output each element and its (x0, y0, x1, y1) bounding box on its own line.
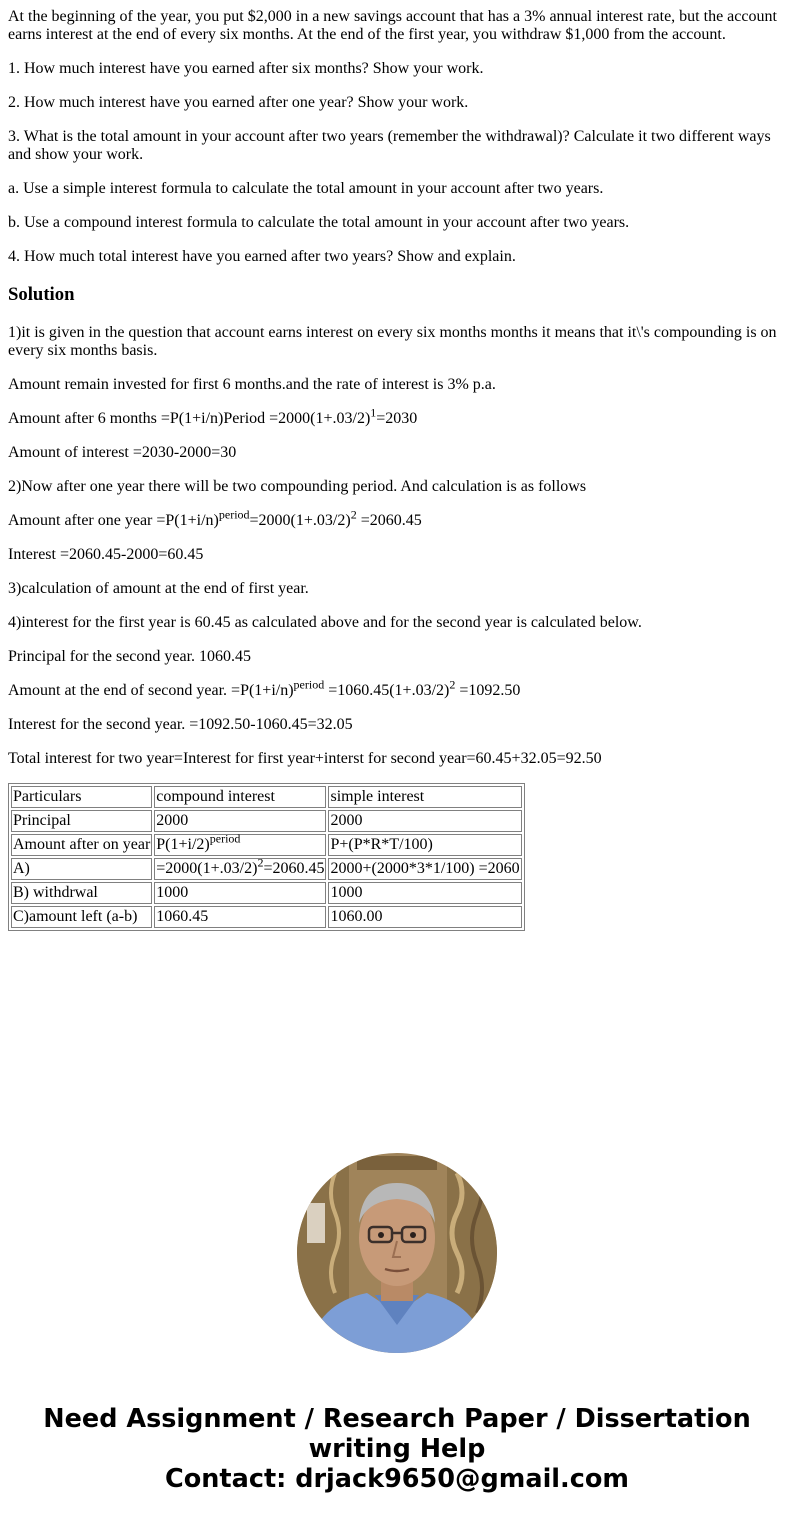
table-cell: B) withdrwal (11, 882, 152, 904)
table-cell (154, 855, 326, 880)
exponent: period (293, 677, 325, 692)
table-cell: A) (11, 858, 152, 880)
solution-para-8: 3)calculation of amount at the end of first year. (8, 580, 309, 597)
contact-footer (0, 1404, 794, 1494)
question-2: 2. How much interest have you earned after one year? Show your work. (8, 94, 469, 111)
formula-text: =1092.50 (455, 682, 521, 699)
exponent: 2 (257, 855, 264, 870)
solution-para-13: Total interest for two year=Interest for first year+interst for second year=60.45+32.05=92.50 (8, 750, 602, 767)
table-row (11, 858, 522, 880)
table-row (11, 906, 522, 928)
table-cell: 2000 (154, 810, 326, 832)
question-3b: b. Use a compound interest formula to calculate the total amount in your account after two years. (8, 214, 630, 231)
solution-para-4: Amount of interest =2030-2000=30 (8, 444, 237, 461)
table-cell: 2000+(2000*3*1/100) =2060 (328, 858, 521, 880)
solution-para-9: 4)interest for the first year is 60.45 as calculated above and for the second year is calculated below. (8, 614, 642, 631)
formula-text: =2000(1+.03/2) (156, 860, 258, 877)
solution-para-11 (8, 677, 786, 700)
footer-line: writing Help (308, 1434, 486, 1464)
formula-text: P(1+i/2) (156, 836, 210, 853)
table-cell: Particulars (11, 786, 152, 808)
solution-para-7: Interest =2060.45-2000=60.45 (8, 546, 204, 563)
table-row (11, 810, 522, 832)
avatar (297, 1153, 497, 1353)
solution-para-5: 2)Now after one year there will be two compounding period. And calculation is as follows (8, 478, 587, 495)
solution-para-10: Principal for the second year. 1060.45 (8, 648, 252, 665)
formula-text: Amount after one year =P(1+i/n) (8, 512, 219, 529)
table-cell: Principal (11, 810, 152, 832)
question-3: 3. What is the total amount in your account after two years (remember the withdrawal)? Calculate it two different ways and show your work. (8, 128, 771, 163)
table-cell: 1000 (328, 882, 521, 904)
table-row (11, 786, 522, 808)
solution-para-12: Interest for the second year. =1092.50-1060.45=32.05 (8, 716, 353, 733)
exponent: period (209, 831, 241, 846)
exponent: period (218, 507, 250, 522)
table-cell: 1060.00 (328, 906, 521, 928)
portrait-photo (297, 1153, 497, 1353)
solution-para-2: Amount remain invested for first 6 months.and the rate of interest is 3% p.a. (8, 376, 496, 393)
table-row (11, 834, 522, 856)
formula-text: =1060.45(1+.03/2) (324, 682, 450, 699)
question-intro: At the beginning of the year, you put $2,000 in a new savings account that has a 3% annual interest rate, but the account earns interest at the end of every six months. At the end of the first year, you withdraw $1,000 from the account. (8, 8, 777, 43)
formula-text: Amount at the end of second year. =P(1+i/n) (8, 682, 294, 699)
comparison-table (8, 783, 525, 931)
footer-line: Need Assignment / Research Paper / Dissertation (43, 1404, 751, 1434)
solution-heading: Solution (8, 284, 75, 305)
solution-para-3 (8, 405, 786, 428)
formula-text: =2060.45 (356, 512, 422, 529)
exponent: 2 (449, 677, 456, 692)
formula-text: =2000(1+.03/2) (249, 512, 351, 529)
table-cell: 1000 (154, 882, 326, 904)
solution-para-6 (8, 507, 786, 530)
footer-contact: Contact: drjack9650@gmail.com (165, 1464, 629, 1494)
solution-para-1: 1)it is given in the question that account earns interest on every six months months it means that it\'s compounding is on every six months basis. (8, 324, 777, 359)
exponent: 1 (370, 405, 377, 420)
table-cell: 2000 (328, 810, 521, 832)
formula-text: Amount after 6 months =P(1+i/n)Period =2000(1+.03/2) (8, 410, 371, 427)
question-1: 1. How much interest have you earned after six months? Show your work. (8, 60, 484, 77)
formula-text: =2060.45 (263, 860, 325, 877)
exponent: 2 (350, 507, 357, 522)
table-cell: 1060.45 (154, 906, 326, 928)
table-cell: P+(P*R*T/100) (328, 834, 521, 856)
table-cell: Amount after on year (11, 834, 152, 856)
question-3a: a. Use a simple interest formula to calculate the total amount in your account after two years. (8, 180, 604, 197)
table-cell: compound interest (154, 786, 326, 808)
table-cell: C)amount left (a-b) (11, 906, 152, 928)
table-cell (154, 831, 326, 856)
formula-text: =2030 (376, 410, 418, 427)
table-row (11, 882, 522, 904)
question-4: 4. How much total interest have you earned after two years? Show and explain. (8, 248, 516, 265)
table-cell: simple interest (328, 786, 521, 808)
